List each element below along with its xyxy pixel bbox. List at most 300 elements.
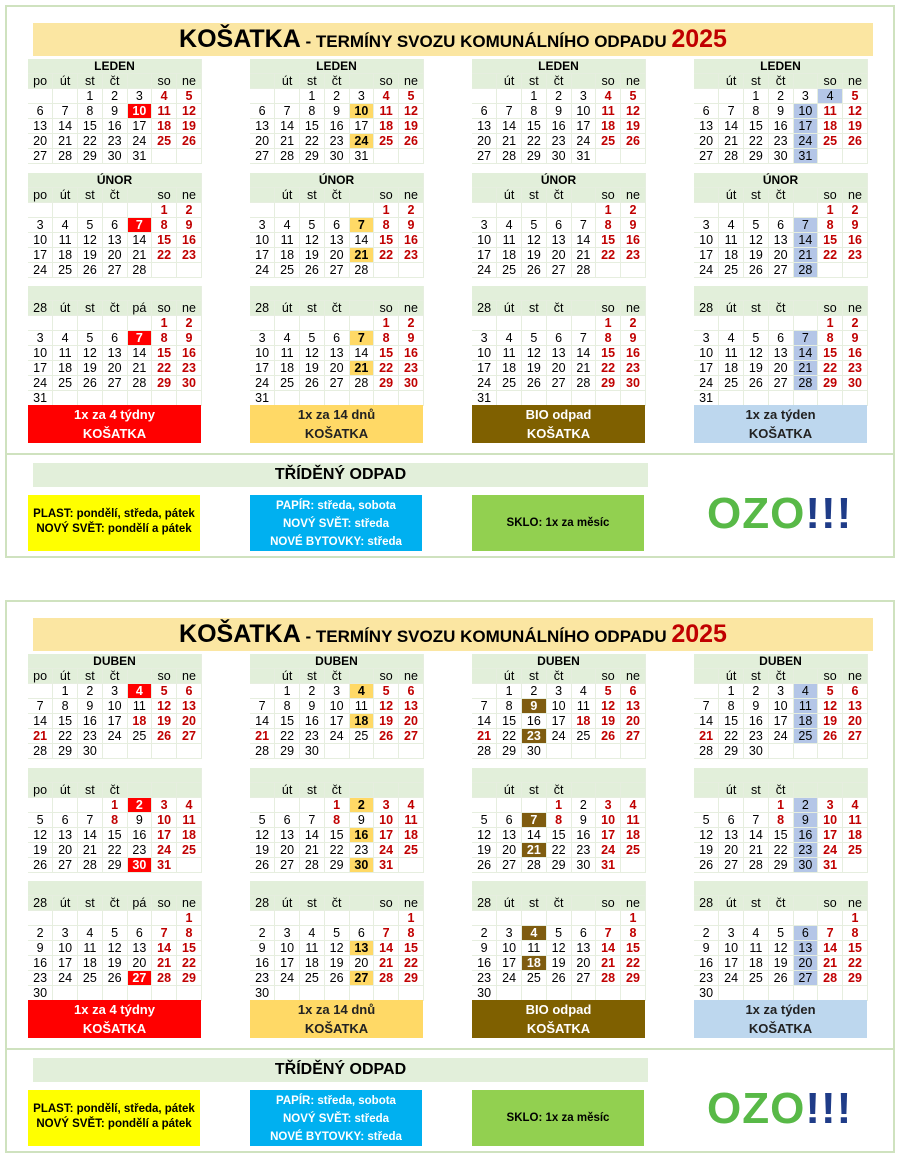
collection-day: 18 — [522, 956, 547, 971]
week-row — [28, 744, 202, 759]
weekday-label: út — [275, 74, 300, 89]
day-cell: 4 — [152, 89, 177, 104]
month-name: ÚNOR — [472, 173, 646, 188]
day-cell: 28 — [28, 744, 53, 759]
weekday-label: čt — [102, 669, 127, 684]
day-cell: 12 — [152, 699, 177, 714]
day-cell: 5 — [522, 331, 547, 346]
day-cell: 14 — [78, 828, 103, 843]
weekday-label: so — [596, 301, 621, 316]
day-cell — [374, 986, 399, 1001]
day-cell: 7 — [374, 926, 399, 941]
collection-day: 24 — [793, 134, 818, 149]
day-cell — [53, 986, 78, 1001]
day-cell: 8 — [275, 699, 300, 714]
day-cell: 21 — [744, 843, 769, 858]
weekday-label: ne — [399, 188, 424, 203]
day-cell: 19 — [621, 119, 646, 134]
day-cell: 25 — [571, 729, 596, 744]
collection-day: 10 — [127, 104, 152, 119]
day-cell — [522, 203, 547, 218]
week-row — [28, 828, 202, 843]
day-cell: 6 — [399, 684, 424, 699]
day-cell: 11 — [719, 346, 744, 361]
weekday-label: út — [719, 188, 744, 203]
day-cell — [152, 149, 177, 164]
day-cell: 25 — [719, 263, 744, 278]
day-cell: 27 — [53, 858, 78, 873]
month-name-row — [694, 768, 868, 783]
day-cell: 12 — [78, 346, 103, 361]
day-cell: 8 — [818, 218, 843, 233]
day-cell: 23 — [621, 361, 646, 376]
day-cell: 11 — [374, 104, 399, 119]
day-cell — [399, 391, 424, 406]
weekday-label: čt — [102, 188, 127, 203]
day-cell: 24 — [546, 729, 571, 744]
weekday-label: ne — [399, 896, 424, 911]
weekday-label: ne — [621, 669, 646, 684]
sorting-title: TŘÍDĚNÝ ODPAD — [33, 1058, 648, 1082]
day-cell: 6 — [768, 331, 793, 346]
legend-frequency: BIO odpad — [525, 1002, 592, 1017]
day-cell: 19 — [152, 714, 177, 729]
day-cell: 15 — [374, 233, 399, 248]
day-cell: 16 — [399, 233, 424, 248]
week-row — [472, 134, 646, 149]
month-calendar — [472, 173, 646, 278]
day-cell: 20 — [843, 714, 868, 729]
day-cell: 6 — [546, 218, 571, 233]
day-cell: 2 — [399, 203, 424, 218]
collection-day: 2 — [793, 798, 818, 813]
weekday-label: st — [300, 74, 325, 89]
day-cell — [522, 986, 547, 1001]
day-cell: 19 — [522, 361, 547, 376]
day-cell: 13 — [694, 119, 719, 134]
day-cell: 26 — [596, 729, 621, 744]
day-cell: 12 — [300, 346, 325, 361]
day-cell: 14 — [250, 714, 275, 729]
day-cell: 1 — [596, 203, 621, 218]
month-calendar — [28, 768, 202, 873]
day-cell — [349, 316, 374, 331]
weekday-label — [571, 74, 596, 89]
day-cell: 1 — [768, 798, 793, 813]
week-row — [472, 714, 646, 729]
day-cell: 18 — [399, 828, 424, 843]
week-row — [28, 134, 202, 149]
collection-day: 2 — [127, 798, 152, 813]
day-cell: 20 — [127, 956, 152, 971]
week-row — [250, 813, 424, 828]
weekday-label: út — [53, 783, 78, 798]
day-cell — [768, 744, 793, 759]
day-cell: 29 — [53, 744, 78, 759]
day-cell: 25 — [177, 843, 202, 858]
month-name-row — [472, 881, 646, 896]
day-cell: 22 — [177, 956, 202, 971]
day-cell: 22 — [768, 843, 793, 858]
day-cell: 9 — [768, 104, 793, 119]
day-cell: 16 — [694, 956, 719, 971]
weekday-label — [127, 74, 152, 89]
weekday-label — [177, 783, 202, 798]
weekday-header-row — [250, 669, 424, 684]
weekday-label — [571, 783, 596, 798]
month-name-row — [250, 881, 424, 896]
panel-separator — [7, 453, 893, 455]
legend-frequency: 1x za 4 týdny — [74, 407, 155, 422]
day-cell: 15 — [719, 714, 744, 729]
day-cell: 6 — [768, 218, 793, 233]
day-cell: 20 — [472, 134, 497, 149]
day-cell: 26 — [818, 729, 843, 744]
month-calendar — [694, 173, 868, 278]
day-cell: 8 — [497, 699, 522, 714]
week-row — [694, 134, 868, 149]
week-row — [694, 104, 868, 119]
day-cell: 15 — [843, 941, 868, 956]
day-cell: 12 — [744, 346, 769, 361]
collection-day: 31 — [793, 149, 818, 164]
day-cell — [546, 986, 571, 1001]
day-cell: 10 — [768, 699, 793, 714]
day-cell — [177, 986, 202, 1001]
title-main: KOŠATKA — [179, 25, 301, 53]
day-cell: 22 — [324, 843, 349, 858]
day-cell: 14 — [522, 828, 547, 843]
day-cell: 24 — [768, 729, 793, 744]
weekday-label: út — [719, 301, 744, 316]
day-cell — [522, 798, 547, 813]
day-cell: 28 — [349, 376, 374, 391]
week-row — [694, 119, 868, 134]
weekday-label — [250, 783, 275, 798]
day-cell: 15 — [374, 346, 399, 361]
day-cell — [472, 203, 497, 218]
day-cell — [275, 798, 300, 813]
day-cell: 4 — [53, 218, 78, 233]
day-cell: 25 — [275, 376, 300, 391]
day-cell: 3 — [546, 684, 571, 699]
day-cell — [399, 263, 424, 278]
weekday-header-row — [694, 669, 868, 684]
day-cell: 1 — [300, 89, 325, 104]
day-cell: 3 — [719, 926, 744, 941]
day-cell: 14 — [300, 828, 325, 843]
day-cell: 17 — [472, 248, 497, 263]
week-row — [472, 828, 646, 843]
day-cell: 23 — [177, 248, 202, 263]
day-cell: 27 — [621, 729, 646, 744]
day-cell: 20 — [250, 134, 275, 149]
day-cell — [522, 911, 547, 926]
day-cell — [127, 391, 152, 406]
day-cell — [102, 911, 127, 926]
day-cell: 27 — [843, 729, 868, 744]
day-cell: 27 — [177, 729, 202, 744]
day-cell: 10 — [694, 233, 719, 248]
day-cell — [793, 911, 818, 926]
day-cell — [28, 203, 53, 218]
week-row — [28, 376, 202, 391]
day-cell: 2 — [472, 926, 497, 941]
day-cell: 15 — [596, 233, 621, 248]
week-row — [28, 104, 202, 119]
weekday-header-row — [694, 188, 868, 203]
weekday-label: so — [152, 188, 177, 203]
day-cell: 25 — [843, 843, 868, 858]
day-cell — [324, 911, 349, 926]
day-cell: 23 — [300, 729, 325, 744]
day-cell: 22 — [522, 134, 547, 149]
day-cell: 13 — [497, 828, 522, 843]
month-name-row — [250, 286, 424, 301]
day-cell: 18 — [744, 956, 769, 971]
day-cell: 18 — [596, 119, 621, 134]
day-cell: 31 — [694, 391, 719, 406]
weekday-label: čt — [102, 301, 127, 316]
week-row — [472, 684, 646, 699]
day-cell: 9 — [349, 813, 374, 828]
day-cell — [300, 391, 325, 406]
day-cell: 16 — [78, 714, 103, 729]
month-name-row — [250, 59, 424, 74]
weekday-label: út — [497, 301, 522, 316]
day-cell: 25 — [719, 376, 744, 391]
weekday-label: út — [275, 783, 300, 798]
day-cell: 13 — [275, 828, 300, 843]
plast-line: PLAST: pondělí, středa, pátek — [33, 508, 195, 520]
day-cell: 21 — [127, 248, 152, 263]
sorting-title: TŘÍDĚNÝ ODPAD — [33, 463, 648, 487]
collection-day: 10 — [793, 104, 818, 119]
day-cell: 10 — [28, 346, 53, 361]
day-cell — [621, 744, 646, 759]
day-cell: 5 — [177, 89, 202, 104]
weekday-label: 28 — [472, 301, 497, 316]
collection-day: 28 — [793, 376, 818, 391]
day-cell: 20 — [571, 956, 596, 971]
day-cell: 10 — [571, 104, 596, 119]
papir-line: NOVÉ BYTOVKY: středa — [270, 1131, 402, 1143]
day-cell: 27 — [102, 376, 127, 391]
day-cell: 29 — [374, 376, 399, 391]
day-cell: 8 — [546, 813, 571, 828]
day-cell: 17 — [28, 248, 53, 263]
week-row — [250, 263, 424, 278]
day-cell: 16 — [546, 119, 571, 134]
day-cell: 26 — [621, 134, 646, 149]
day-cell — [349, 391, 374, 406]
week-row — [694, 263, 868, 278]
day-cell — [719, 911, 744, 926]
day-cell: 3 — [818, 798, 843, 813]
day-cell: 22 — [275, 729, 300, 744]
day-cell: 19 — [374, 714, 399, 729]
day-cell — [374, 911, 399, 926]
weekday-label: čt — [324, 301, 349, 316]
week-row — [250, 926, 424, 941]
day-cell: 29 — [546, 858, 571, 873]
day-cell: 29 — [177, 971, 202, 986]
day-cell: 25 — [621, 843, 646, 858]
day-cell: 6 — [546, 331, 571, 346]
week-row — [250, 971, 424, 986]
day-cell: 26 — [78, 376, 103, 391]
month-calendar — [694, 59, 868, 164]
day-cell: 1 — [399, 911, 424, 926]
weekday-label: st — [522, 74, 547, 89]
week-row — [28, 233, 202, 248]
day-cell: 23 — [102, 134, 127, 149]
collection-day: 7 — [127, 218, 152, 233]
day-cell: 3 — [275, 926, 300, 941]
weekday-header-row — [472, 188, 646, 203]
day-cell: 1 — [152, 203, 177, 218]
month-name — [694, 768, 868, 783]
day-cell: 23 — [571, 843, 596, 858]
collection-day: 27 — [793, 971, 818, 986]
weekday-label: čt — [324, 188, 349, 203]
day-cell: 18 — [719, 248, 744, 263]
day-cell: 6 — [472, 104, 497, 119]
day-cell: 21 — [571, 248, 596, 263]
day-cell: 27 — [28, 149, 53, 164]
day-cell — [177, 858, 202, 873]
day-cell — [324, 316, 349, 331]
collection-day: 30 — [793, 858, 818, 873]
day-cell: 12 — [694, 828, 719, 843]
day-cell — [719, 203, 744, 218]
day-cell: 19 — [818, 714, 843, 729]
day-cell: 28 — [250, 744, 275, 759]
day-cell: 5 — [472, 813, 497, 828]
day-cell — [793, 316, 818, 331]
weekday-label: po — [28, 669, 53, 684]
weekday-label — [349, 896, 374, 911]
weekday-label: čt — [768, 669, 793, 684]
day-cell: 11 — [522, 941, 547, 956]
week-row — [250, 828, 424, 843]
weekday-label: 28 — [472, 896, 497, 911]
day-cell: 19 — [399, 119, 424, 134]
day-cell: 27 — [497, 858, 522, 873]
weekday-label: ne — [843, 301, 868, 316]
day-cell: 17 — [28, 361, 53, 376]
weekday-label: po — [28, 74, 53, 89]
day-cell: 22 — [818, 248, 843, 263]
day-cell: 4 — [596, 89, 621, 104]
weekday-label: so — [374, 188, 399, 203]
month-calendar — [28, 881, 202, 1001]
day-cell: 7 — [497, 104, 522, 119]
week-row — [250, 149, 424, 164]
day-cell: 20 — [546, 361, 571, 376]
day-cell: 12 — [177, 104, 202, 119]
day-cell: 17 — [250, 248, 275, 263]
legend-location: KOŠATKA — [748, 426, 813, 441]
papir-line: PAPÍR: středa, sobota — [276, 1095, 396, 1107]
day-cell: 28 — [719, 149, 744, 164]
weekday-header-row — [250, 74, 424, 89]
week-row — [250, 104, 424, 119]
day-cell — [250, 684, 275, 699]
day-cell: 22 — [744, 134, 769, 149]
week-row — [28, 858, 202, 873]
weekday-label: so — [818, 188, 843, 203]
weekday-label — [152, 783, 177, 798]
day-cell: 17 — [152, 828, 177, 843]
day-cell: 26 — [28, 858, 53, 873]
day-cell: 15 — [53, 714, 78, 729]
day-cell: 22 — [374, 248, 399, 263]
weekday-label: so — [152, 74, 177, 89]
weekday-header-row — [694, 783, 868, 798]
month-name — [250, 286, 424, 301]
weekday-label: ne — [177, 896, 202, 911]
day-cell: 5 — [621, 89, 646, 104]
day-cell: 21 — [719, 134, 744, 149]
day-cell: 1 — [818, 316, 843, 331]
day-cell: 3 — [102, 684, 127, 699]
day-cell — [768, 316, 793, 331]
day-cell: 27 — [275, 858, 300, 873]
day-cell: 31 — [127, 149, 152, 164]
day-cell: 2 — [250, 926, 275, 941]
weekday-label: st — [744, 783, 769, 798]
month-calendar — [28, 286, 202, 406]
day-cell — [546, 744, 571, 759]
month-calendar — [28, 654, 202, 759]
week-row — [28, 361, 202, 376]
day-cell: 15 — [78, 119, 103, 134]
day-cell: 1 — [621, 911, 646, 926]
day-cell — [28, 316, 53, 331]
day-cell: 19 — [596, 714, 621, 729]
day-cell: 19 — [102, 956, 127, 971]
day-cell — [793, 391, 818, 406]
collection-day: 9 — [522, 699, 547, 714]
legend-frequency: 1x za 14 dnů — [297, 1002, 376, 1017]
day-cell: 8 — [53, 699, 78, 714]
day-cell: 18 — [300, 956, 325, 971]
weekday-label — [349, 669, 374, 684]
month-name: LEDEN — [472, 59, 646, 74]
week-row — [694, 813, 868, 828]
day-cell: 1 — [324, 798, 349, 813]
month-calendar — [694, 881, 868, 1001]
weekday-header-row — [28, 783, 202, 798]
collection-day: 10 — [349, 104, 374, 119]
week-row — [250, 744, 424, 759]
day-cell: 4 — [177, 798, 202, 813]
day-cell — [621, 391, 646, 406]
day-cell: 21 — [152, 956, 177, 971]
day-cell: 2 — [177, 203, 202, 218]
day-cell — [349, 744, 374, 759]
day-cell: 30 — [694, 986, 719, 1001]
day-cell: 27 — [571, 971, 596, 986]
day-cell: 2 — [744, 684, 769, 699]
day-cell — [152, 263, 177, 278]
collection-day: 6 — [793, 926, 818, 941]
plast-line: NOVÝ SVĚT: pondělí a pátek — [36, 523, 192, 535]
weekday-header-row — [250, 301, 424, 316]
day-cell: 23 — [349, 843, 374, 858]
day-cell: 13 — [28, 119, 53, 134]
